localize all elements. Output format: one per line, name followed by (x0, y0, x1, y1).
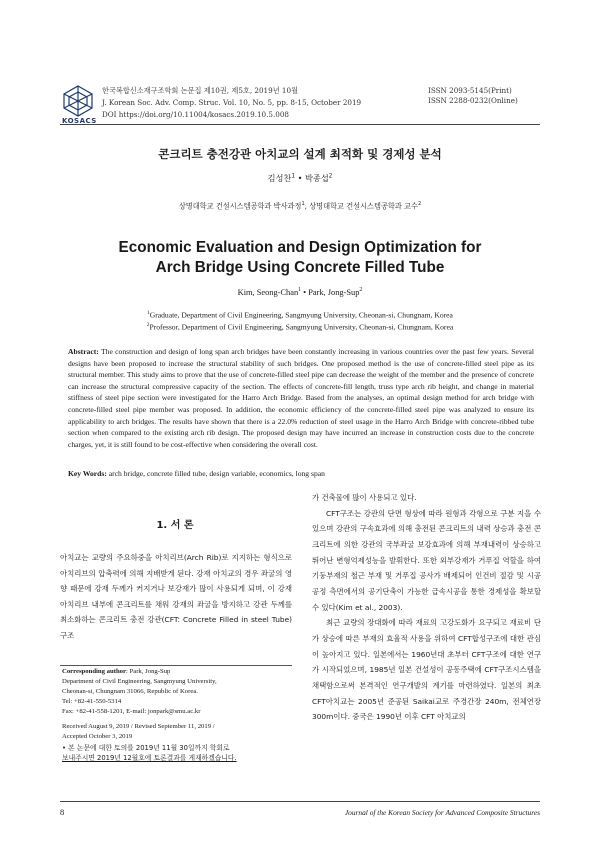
received-dates: Received August 9, 2019 / Revised September 11, 2019 / (62, 723, 215, 730)
right-paragraph-1: CFT구조는 강관의 단면 형상에 따라 원형과 각형으로 구분 지을 수 있으며 강관의 구속효과에 의해 충전된 콘크리트의 내력 상승과 충전 콘크리트에 의한 강관의 국부좌굴 보강효과에 의해 부재내력이 상승하고 뛰어난 변형억제성능을 발휘한다. 또한 외부강재가 거푸집 역할을 하여 기둥부재의 철근 부재 및 거푸집 공사가 배제되어 인건비 절감 및 시공공정 측면에서의 공기단축이 가능한 급속시공을 통한 경제성을 확보할 수 있다(Kim et al., 2003). (312, 508, 541, 612)
corresponding-author: Corresponding author: Park, Jong-Sup (62, 668, 171, 675)
footer-rule (60, 801, 540, 802)
header-rule (60, 124, 540, 125)
affiliation-english-1: $^1$Graduate, Department of Civil Engineering, Sangmyung University, Cheonan-si, Chungnam, Korea (147, 310, 453, 320)
abstract: Abstract: The construction and design of long span arch bridges have been constantly increasing in various countries over the past few years. Several designs have been proposed to increase the structural stability of such bridges. One proposed method is the use of concrete-filled steel pipe as its structural member. This study aims to prove that the use of concrete-filled steel pipe can decrease the weight of the member and the presence of concrete can increase the structural compressive capacity of the section. The effects of concrete-fill length, truss type arch rib height, and change in material stiffness of steel pipe section were investigated for the Harro Arch Bridge. Based from the analyses, an optimal design method for arch bridge with concrete-filled steel pipe member was proposed. In addition, the economic efficiency of the concrete-filled steel pipe was analyzed to ensure its applicability to arch bridges. The results have shown that there is a 22.0% reduction of steel usage in the Harro Arch Bridge with concrete-ribbed tube section when compared to the existing arch rib design. The proposed design may have incurred an increase in construction costs due to the concrete charges, yet, it is still found to be cost-effective when considering the overall cost. (68, 347, 534, 449)
affiliations-korean: 상명대학교 건설시스템공학과 박사과정$^1$, 상명대학교 건설시스템공학과 교수$^2$ (178, 201, 422, 211)
keywords: Key Words: arch bridge, concrete filled tube, design variable, economics, long span (68, 469, 325, 478)
right-column-body (312, 490, 541, 725)
paper-title-korean: 콘크리트 충전강관 아치교의 설계 최적화 및 경제성 분석 (158, 147, 442, 161)
authors-english: Kim, Seong-Chan$^1$ • Park, Jong-Sup$^2$ (237, 287, 363, 297)
right-paragraph-0: 가 건축물에 많이 사용되고 있다. (312, 493, 417, 502)
issn-print: ISSN 2093-5145(Print) (428, 86, 512, 95)
author-address-2: Cheonan-si, Chungnam 31066, Republic of Korea. (62, 688, 198, 695)
page-number: 8 (60, 808, 65, 817)
journal-english-citation: J. Korean Soc. Adv. Comp. Struc. Vol. 10, No. 5, pp. 8-15, October 2019 (102, 98, 362, 107)
left-paragraph-1: 아치교는 교량의 주요하중을 아치리브(Arch Rib)로 지지하는 형식으로 아치리브의 압축력에 의해 지배받게 된다. 강재 아치교의 경우 좌굴의 영향 때문에 강재 두께가 커지거나 보강재가 많이 사용되게 되며, 이 강재 아치리브 내부에 콘크리트를 채워 강재의 좌굴을 방지하고 강관 두께를 최소화하는 콘크리트 충전 강관(CFT: Concrete Filled in steel Tube)구조 (60, 553, 292, 640)
left-column-body (60, 550, 292, 644)
author-fax-email: Fax: +82-41-558-1201, E-mail: jonpark@smu.ac.kr (62, 708, 201, 715)
accepted-date: Accepted October 3, 2019 (62, 733, 133, 740)
right-paragraph-2: 최근 교량의 장대화에 따라 재료의 고강도화가 요구되고 재료비 단가 상승에 따른 부재의 효율적 사용을 위하여 CFT합성구조에 대한 관심이 높아지고 있다. 일본에서는 1960년대 초부터 CFT구조에 대한 연구가 시작되었으며, 1985년 일본 건설성이 공동주택에 CFT구조시스템을 채택함으로써 본격적인 연구개발의 계기를 마련하였다. 일본의 최초 CFT아치교는 2005년 준공된 Saikai교로 주경간장 240m, 전체연장 300m이다. 중국은 1990년 이후 CFT 아치교의 (312, 618, 541, 722)
logo-text: KOSACS (62, 117, 97, 125)
discussion-note: • 본 논문에 대한 토의를 2019년 11월 30일까지 학회로 보내주시면 2019년 12월호에 토론결과를 게재하겠습니다. (62, 744, 237, 762)
paper-title-english: Economic Evaluation and Design Optimization for Arch Bridge Using Concrete Filled Tube (118, 239, 482, 276)
issn-online: ISSN 2288-0232(Online) (428, 96, 518, 105)
author-address-1: Department of Civil Engineering, Sangmyung University, (62, 678, 217, 685)
footnote-rule (60, 665, 292, 666)
authors-korean: 김성찬$^1$ • 박종섭$^2$ (267, 173, 333, 183)
doi-link[interactable]: DOI https://doi.org/10.11004/kosacs.2019.10.5.008 (102, 110, 289, 119)
journal-korean-name: 한국복합신소재구조학회 논문집 제10권, 제5호, 2019년 10월 (102, 86, 299, 95)
affiliation-english-2: $^2$Professor, Department of Civil Engineering, Sangmyung University, Cheonan-si, Chungnam, Korea (146, 322, 454, 332)
kosacs-logo (60, 84, 96, 118)
footer-journal-name: Journal of the Korean Society for Advanced Composite Structures (344, 808, 540, 817)
author-tel: Tel: +82-41-550-5314 (62, 698, 122, 705)
section-heading-introduction: 1. 서 론 (156, 520, 194, 531)
